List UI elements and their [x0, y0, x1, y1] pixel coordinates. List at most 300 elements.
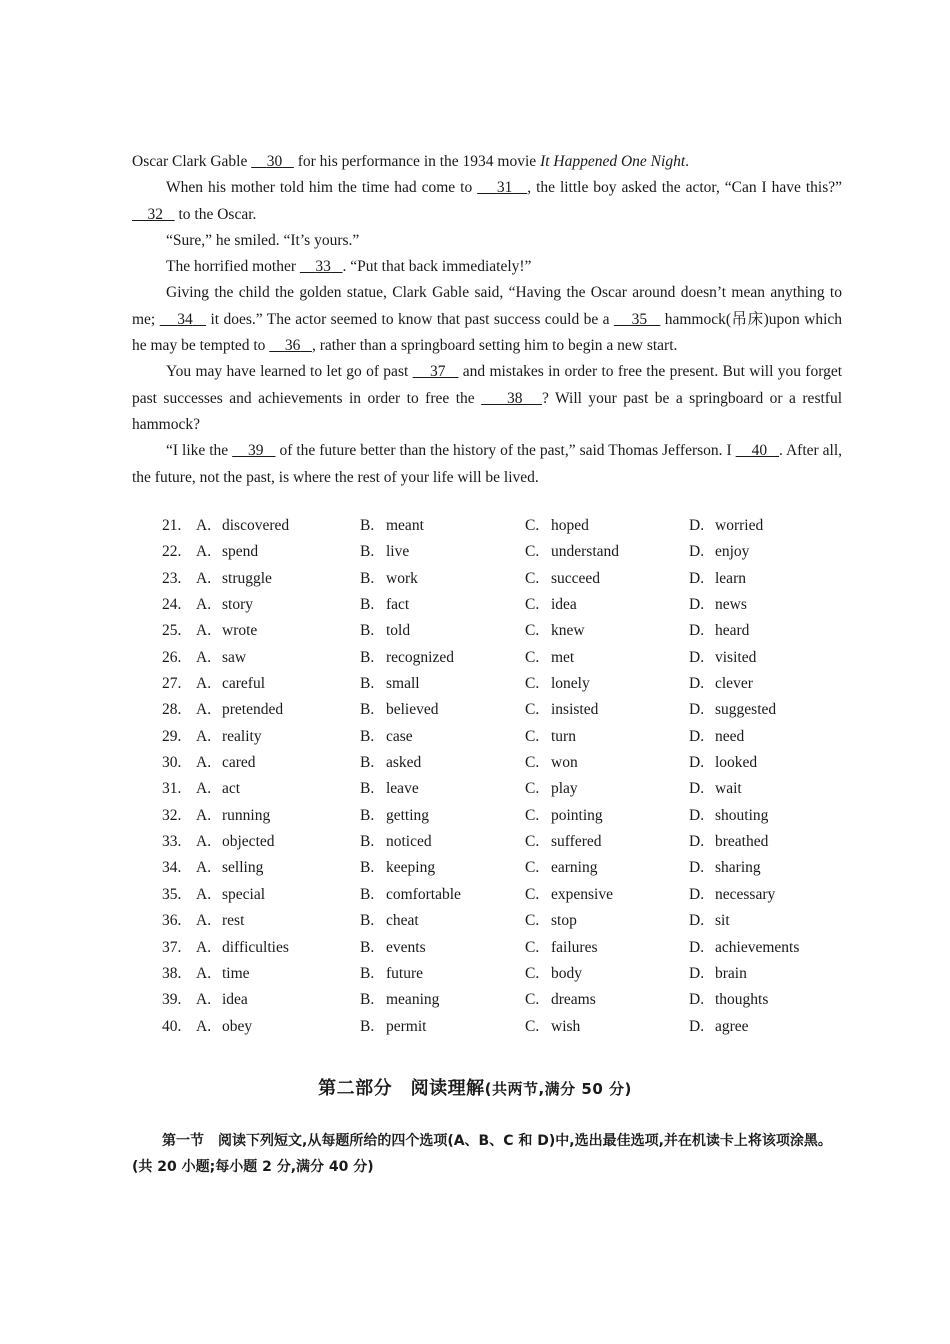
- option-letter: C.: [525, 727, 540, 745]
- option-letter: C.: [525, 938, 540, 956]
- option-a: [196, 754, 256, 772]
- option-text: necessary: [715, 885, 776, 903]
- option-letter: D.: [689, 859, 705, 877]
- passage-text: for his performance in the 1934 movie: [293, 153, 541, 170]
- option-text: noticed: [386, 833, 432, 851]
- option-text: thoughts: [715, 991, 769, 1009]
- option-text: small: [386, 675, 420, 693]
- option-text: pretended: [222, 701, 284, 719]
- option-c: [525, 965, 582, 983]
- question-row: [132, 649, 842, 675]
- cloze-blank: 33: [315, 258, 331, 276]
- option-a: [196, 543, 258, 561]
- option-d: [689, 649, 756, 667]
- option-letter: D.: [689, 991, 705, 1009]
- question-row: [132, 622, 842, 648]
- option-letter: C.: [525, 780, 540, 798]
- option-text: dreams: [551, 991, 596, 1009]
- option-b: [360, 965, 423, 983]
- option-letter: A.: [196, 517, 212, 534]
- option-letter: D.: [689, 833, 705, 851]
- option-d: [689, 622, 749, 640]
- option-a: [196, 886, 265, 904]
- option-d: [689, 1018, 749, 1036]
- option-letter: B.: [360, 727, 375, 745]
- option-text: live: [386, 543, 410, 561]
- movie-title: It Happened One Night: [540, 153, 686, 170]
- option-text: difficulties: [222, 938, 289, 956]
- question-number: 31.: [162, 780, 182, 798]
- option-letter: B.: [360, 517, 375, 534]
- cloze-blank: 35: [631, 310, 648, 328]
- passage-text: The horrified mother: [166, 258, 300, 276]
- question-number: 38.: [162, 964, 182, 982]
- option-letter: C.: [525, 991, 540, 1009]
- option-b: [360, 886, 461, 904]
- question-number: 39.: [162, 991, 182, 1009]
- option-text: story: [222, 596, 253, 614]
- option-text: obey: [222, 1017, 253, 1035]
- option-text: failures: [551, 938, 598, 956]
- option-d: [689, 570, 746, 588]
- passage-text: “I like the: [166, 442, 233, 460]
- option-d: [689, 912, 730, 930]
- option-text: cared: [222, 754, 256, 772]
- option-letter: D.: [689, 569, 705, 587]
- question-row: [132, 807, 842, 833]
- option-text: sit: [715, 912, 730, 930]
- option-letter: A.: [196, 780, 212, 798]
- option-letter: C.: [525, 569, 540, 587]
- option-text: fact: [386, 596, 410, 614]
- option-text: enjoy: [715, 543, 750, 561]
- option-c: [525, 886, 613, 904]
- option-text: reality: [222, 727, 262, 745]
- option-letter: B.: [360, 806, 375, 824]
- option-c: [525, 675, 590, 693]
- option-letter: C.: [525, 648, 540, 666]
- question-row: [132, 965, 842, 991]
- option-text: heard: [715, 622, 750, 640]
- option-text: visited: [715, 648, 757, 666]
- option-b: [360, 728, 413, 746]
- option-letter: D.: [689, 701, 705, 719]
- option-b: [360, 596, 409, 614]
- option-c: [525, 833, 602, 851]
- option-text: recognized: [386, 648, 454, 666]
- option-letter: D.: [689, 964, 705, 982]
- passage-text: Giving the child the golden statue, Clark Gable said, “Having the Oscar around doesn’t mean anything to me;: [132, 284, 842, 328]
- answer-options-list: [132, 517, 842, 1044]
- option-text: act: [222, 780, 241, 798]
- question-row: [132, 886, 842, 912]
- option-c: [525, 939, 597, 957]
- option-text: meant: [386, 517, 424, 534]
- question-number: 37.: [162, 938, 182, 956]
- option-a: [196, 570, 272, 588]
- cloze-blank: 39: [248, 442, 264, 460]
- option-text: expensive: [551, 885, 613, 903]
- option-letter: A.: [196, 569, 212, 587]
- option-text: body: [551, 964, 582, 982]
- option-letter: B.: [360, 885, 375, 903]
- question-number: 29.: [162, 727, 182, 745]
- option-a: [196, 649, 246, 667]
- option-text: pointing: [551, 806, 603, 824]
- option-text: worried: [715, 517, 764, 534]
- option-letter: C.: [525, 675, 540, 693]
- question-row: [132, 517, 842, 543]
- option-text: stop: [551, 912, 577, 930]
- passage-paragraph: [132, 359, 842, 438]
- option-d: [689, 939, 799, 957]
- option-letter: B.: [360, 675, 375, 693]
- option-c: [525, 780, 578, 798]
- option-text: special: [222, 885, 266, 903]
- option-b: [360, 807, 429, 825]
- option-c: [525, 517, 589, 535]
- option-letter: D.: [689, 596, 705, 614]
- option-b: [360, 780, 419, 798]
- option-text: saw: [222, 648, 247, 666]
- option-c: [525, 622, 585, 640]
- option-a: [196, 1018, 252, 1036]
- option-b: [360, 517, 424, 535]
- option-letter: C.: [525, 543, 540, 561]
- section-subtitle: (共两节,满分 50 分): [484, 1080, 632, 1098]
- option-text: keeping: [386, 859, 436, 877]
- option-letter: A.: [196, 701, 212, 719]
- passage-text: to the Oscar.: [174, 205, 257, 223]
- option-b: [360, 649, 454, 667]
- option-b: [360, 754, 421, 772]
- option-letter: D.: [689, 622, 705, 640]
- option-letter: B.: [360, 1017, 375, 1035]
- passage-text: You may have learned to let go of past: [166, 363, 413, 381]
- option-c: [525, 649, 574, 667]
- option-b: [360, 701, 439, 719]
- option-letter: B.: [360, 569, 375, 587]
- option-a: [196, 939, 289, 957]
- option-a: [196, 517, 289, 535]
- option-text: rest: [222, 912, 245, 930]
- option-text: events: [386, 938, 426, 956]
- option-text: lonely: [551, 675, 590, 693]
- option-c: [525, 570, 600, 588]
- option-text: asked: [386, 754, 422, 772]
- option-text: clever: [715, 675, 753, 693]
- instructions-text: 第一节 阅读下列短文,从每题所给的四个选项(A、B、C 和 D)中,选出最佳选项,并在机读卡上将该项涂黑。(共 20 小题;每小题 2 分,满分 40 分): [132, 1133, 832, 1175]
- section-heading: [0, 1074, 950, 1100]
- option-letter: A.: [196, 648, 212, 666]
- option-letter: D.: [689, 780, 705, 798]
- question-row: [132, 728, 842, 754]
- option-letter: D.: [689, 754, 705, 772]
- option-text: work: [386, 569, 418, 587]
- option-text: told: [386, 622, 411, 640]
- option-text: meaning: [386, 991, 440, 1009]
- option-text: suggested: [715, 701, 777, 719]
- option-a: [196, 807, 270, 825]
- option-letter: A.: [196, 833, 212, 851]
- question-number: 26.: [162, 648, 182, 666]
- option-text: achievements: [715, 938, 800, 956]
- option-letter: A.: [196, 622, 212, 640]
- option-text: wrote: [222, 622, 258, 640]
- option-letter: D.: [689, 912, 705, 930]
- option-text: getting: [386, 806, 430, 824]
- question-number: 35.: [162, 885, 182, 903]
- option-letter: C.: [525, 596, 540, 614]
- passage-text: of the future better than the history of the past,” said Thomas Jefferson. I: [275, 442, 736, 460]
- option-b: [360, 912, 419, 930]
- option-c: [525, 859, 597, 877]
- option-letter: D.: [689, 938, 705, 956]
- option-text: spend: [222, 543, 259, 561]
- cloze-blank: 36: [284, 337, 301, 355]
- option-letter: B.: [360, 596, 375, 614]
- option-text: learn: [715, 569, 746, 587]
- section-instructions: [132, 1128, 844, 1180]
- cloze-passage: [132, 149, 842, 491]
- question-row: [132, 754, 842, 780]
- option-b: [360, 1018, 426, 1036]
- option-letter: C.: [525, 912, 540, 930]
- question-row: [132, 543, 842, 569]
- option-text: idea: [551, 596, 577, 614]
- passage-text: hammock(吊床)upon which he may be tempted to: [132, 310, 843, 355]
- option-d: [689, 965, 747, 983]
- option-c: [525, 701, 598, 719]
- option-d: [689, 596, 747, 614]
- option-text: believed: [386, 701, 439, 719]
- option-text: discovered: [222, 517, 290, 534]
- section-title: 第二部分 阅读理解: [318, 1078, 485, 1099]
- passage-text: , the little boy asked the actor, “Can I have this?”: [527, 179, 843, 197]
- option-letter: B.: [360, 833, 375, 851]
- option-a: [196, 859, 263, 877]
- option-text: suffered: [551, 833, 602, 851]
- passage-text: Oscar Clark Gable: [132, 153, 252, 170]
- option-letter: C.: [525, 754, 540, 772]
- option-b: [360, 570, 418, 588]
- option-letter: C.: [525, 622, 540, 640]
- question-number: 25.: [162, 622, 182, 640]
- question-number: 30.: [162, 754, 182, 772]
- option-d: [689, 675, 753, 693]
- option-d: [689, 833, 768, 851]
- option-text: leave: [386, 780, 419, 798]
- option-letter: A.: [196, 675, 212, 693]
- option-letter: B.: [360, 543, 375, 561]
- question-number: 28.: [162, 701, 182, 719]
- option-b: [360, 859, 435, 877]
- option-text: wait: [715, 780, 742, 798]
- option-text: won: [551, 754, 578, 772]
- option-letter: C.: [525, 833, 540, 851]
- option-letter: A.: [196, 727, 212, 745]
- option-letter: C.: [525, 964, 540, 982]
- question-number: 27.: [162, 675, 182, 693]
- option-letter: C.: [525, 517, 540, 534]
- question-number: 22.: [162, 543, 182, 561]
- option-letter: D.: [689, 885, 705, 903]
- option-text: idea: [222, 991, 248, 1009]
- passage-paragraph: [132, 254, 842, 280]
- option-text: turn: [551, 727, 576, 745]
- option-a: [196, 780, 240, 798]
- option-letter: C.: [525, 1017, 540, 1035]
- option-a: [196, 833, 275, 851]
- option-letter: A.: [196, 754, 212, 772]
- question-row: [132, 833, 842, 859]
- option-letter: B.: [360, 701, 375, 719]
- passage-paragraph: “Sure,” he smiled. “It’s yours.”: [166, 231, 360, 249]
- option-letter: B.: [360, 991, 375, 1009]
- question-row: [132, 991, 842, 1017]
- option-d: [689, 886, 775, 904]
- option-text: play: [551, 780, 578, 798]
- option-text: future: [386, 964, 424, 982]
- option-a: [196, 991, 248, 1009]
- option-letter: A.: [196, 596, 212, 614]
- option-letter: D.: [689, 727, 705, 745]
- passage-text: . “Put that back immediately!”: [342, 258, 532, 276]
- option-letter: A.: [196, 938, 212, 956]
- question-row: [132, 939, 842, 965]
- question-row: [132, 912, 842, 938]
- option-letter: B.: [360, 754, 375, 772]
- option-text: agree: [715, 1017, 749, 1035]
- option-d: [689, 991, 768, 1009]
- option-c: [525, 543, 619, 561]
- option-text: cheat: [386, 912, 419, 930]
- option-letter: D.: [689, 543, 705, 561]
- option-d: [689, 754, 757, 772]
- option-letter: D.: [689, 648, 705, 666]
- option-d: [689, 807, 768, 825]
- option-a: [196, 912, 244, 930]
- option-text: running: [222, 806, 271, 824]
- question-row: [132, 675, 842, 701]
- option-b: [360, 675, 420, 693]
- passage-text: , rather than a springboard setting him to begin a new start.: [311, 337, 678, 355]
- option-text: brain: [715, 964, 747, 982]
- option-text: selling: [222, 859, 264, 877]
- question-row: [132, 780, 842, 806]
- question-number: 36.: [162, 912, 182, 930]
- option-text: time: [222, 964, 250, 982]
- option-text: earning: [551, 859, 598, 877]
- question-row: [132, 859, 842, 885]
- option-letter: A.: [196, 991, 212, 1009]
- passage-paragraph: [132, 280, 842, 359]
- cloze-blank: 30: [266, 153, 283, 170]
- option-text: insisted: [551, 701, 599, 719]
- option-text: struggle: [222, 569, 272, 587]
- passage-paragraph: [132, 175, 842, 228]
- option-d: [689, 543, 749, 561]
- option-letter: D.: [689, 675, 705, 693]
- cloze-blank: 31: [496, 179, 513, 197]
- option-text: succeed: [551, 569, 601, 587]
- option-b: [360, 939, 426, 957]
- cloze-blank: 32: [147, 205, 163, 223]
- option-c: [525, 728, 576, 746]
- passage-text: When his mother told him the time had come to: [166, 179, 478, 197]
- option-text: case: [386, 727, 413, 745]
- question-row: [132, 701, 842, 727]
- option-letter: B.: [360, 622, 375, 640]
- option-b: [360, 622, 410, 640]
- option-b: [360, 833, 432, 851]
- option-letter: B.: [360, 964, 375, 982]
- option-letter: D.: [689, 1017, 705, 1035]
- option-c: [525, 1018, 580, 1036]
- question-number: 34.: [162, 859, 182, 877]
- option-letter: B.: [360, 912, 375, 930]
- question-number: 24.: [162, 596, 182, 614]
- option-text: met: [551, 648, 575, 666]
- option-text: breathed: [715, 833, 769, 851]
- option-b: [360, 543, 409, 561]
- passage-paragraph: Oscar Clark Gable 30 for his performance in the 1934 movie It Happened One Night.: [132, 153, 690, 170]
- option-text: looked: [715, 754, 758, 772]
- passage-text: . After all, the future, not the past, is where the rest of your life will be lived.: [132, 442, 843, 486]
- passage-text: and mistakes in order to free the present. But will you forget past successes and achievements in order to free the: [132, 363, 843, 407]
- passage-text: ? Will your past be a springboard or a restful hammock?: [132, 389, 842, 433]
- option-letter: B.: [360, 780, 375, 798]
- option-d: [689, 517, 763, 535]
- option-text: news: [715, 596, 747, 614]
- option-letter: B.: [360, 938, 375, 956]
- option-text: comfortable: [386, 885, 461, 903]
- option-text: knew: [551, 622, 585, 640]
- option-d: [689, 859, 761, 877]
- option-text: hoped: [551, 517, 589, 534]
- option-letter: A.: [196, 1017, 212, 1035]
- option-text: wish: [551, 1017, 581, 1035]
- option-c: [525, 991, 596, 1009]
- question-number: 32.: [162, 806, 182, 824]
- option-a: [196, 596, 253, 614]
- question-row: [132, 570, 842, 596]
- option-letter: D.: [689, 517, 705, 534]
- cloze-blank: 34: [177, 310, 193, 328]
- option-c: [525, 807, 603, 825]
- option-text: need: [715, 727, 745, 745]
- option-letter: A.: [196, 859, 212, 877]
- option-letter: C.: [525, 701, 540, 719]
- cloze-blank: 37: [429, 363, 446, 381]
- option-letter: D.: [689, 806, 705, 824]
- option-letter: B.: [360, 859, 375, 877]
- question-number: 40.: [162, 1017, 182, 1035]
- option-letter: A.: [196, 806, 212, 824]
- question-number: 21.: [162, 517, 182, 534]
- option-letter: C.: [525, 859, 540, 877]
- passage-text: it does.” The actor seemed to know that past success could be a: [206, 310, 614, 328]
- question-number: 33.: [162, 833, 182, 851]
- cloze-blank: 40: [751, 442, 768, 460]
- option-d: [689, 728, 744, 746]
- option-letter: C.: [525, 885, 540, 903]
- option-a: [196, 728, 262, 746]
- option-a: [196, 701, 283, 719]
- option-letter: A.: [196, 912, 212, 930]
- option-letter: C.: [525, 806, 540, 824]
- option-c: [525, 912, 577, 930]
